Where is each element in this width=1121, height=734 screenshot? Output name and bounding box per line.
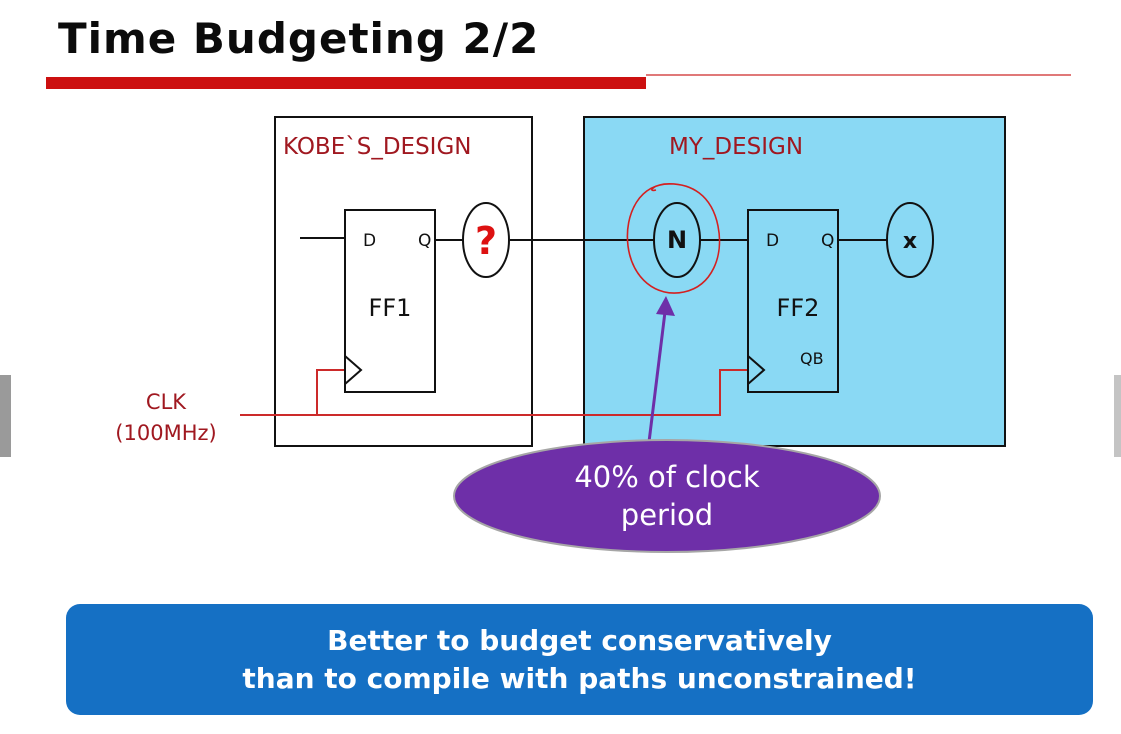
output-logic-label: x xyxy=(902,229,918,254)
callout-text-line2: period xyxy=(620,498,714,532)
callout-bubble xyxy=(454,440,880,552)
callout-text-line1: 40% of clock xyxy=(574,460,760,494)
ff2-label: FF2 xyxy=(776,294,820,322)
question-mark-icon: ? xyxy=(474,219,498,263)
banner-line-1: Better to budget conservatively xyxy=(327,623,832,657)
ff2-d-pin: D xyxy=(766,231,780,251)
clock-frequency: (100MHz) xyxy=(115,421,217,445)
input-logic-label: N xyxy=(666,226,688,254)
ff1-label: FF1 xyxy=(368,294,412,322)
ff2-qb-pin: QB xyxy=(800,349,824,368)
slide-title: Time Budgeting 2/2 xyxy=(58,14,540,63)
clock-label: CLK xyxy=(145,390,187,414)
my-design-label: MY_DESIGN xyxy=(669,134,804,160)
ff1-q-pin: Q xyxy=(418,231,432,251)
summary-banner xyxy=(66,604,1093,715)
ff2-q-pin: Q xyxy=(821,231,835,251)
ff1-d-pin: D xyxy=(363,231,377,251)
kobes-design-label: KOBE`S_DESIGN xyxy=(283,134,472,160)
banner-line-2: than to compile with paths unconstrained! xyxy=(242,661,917,695)
